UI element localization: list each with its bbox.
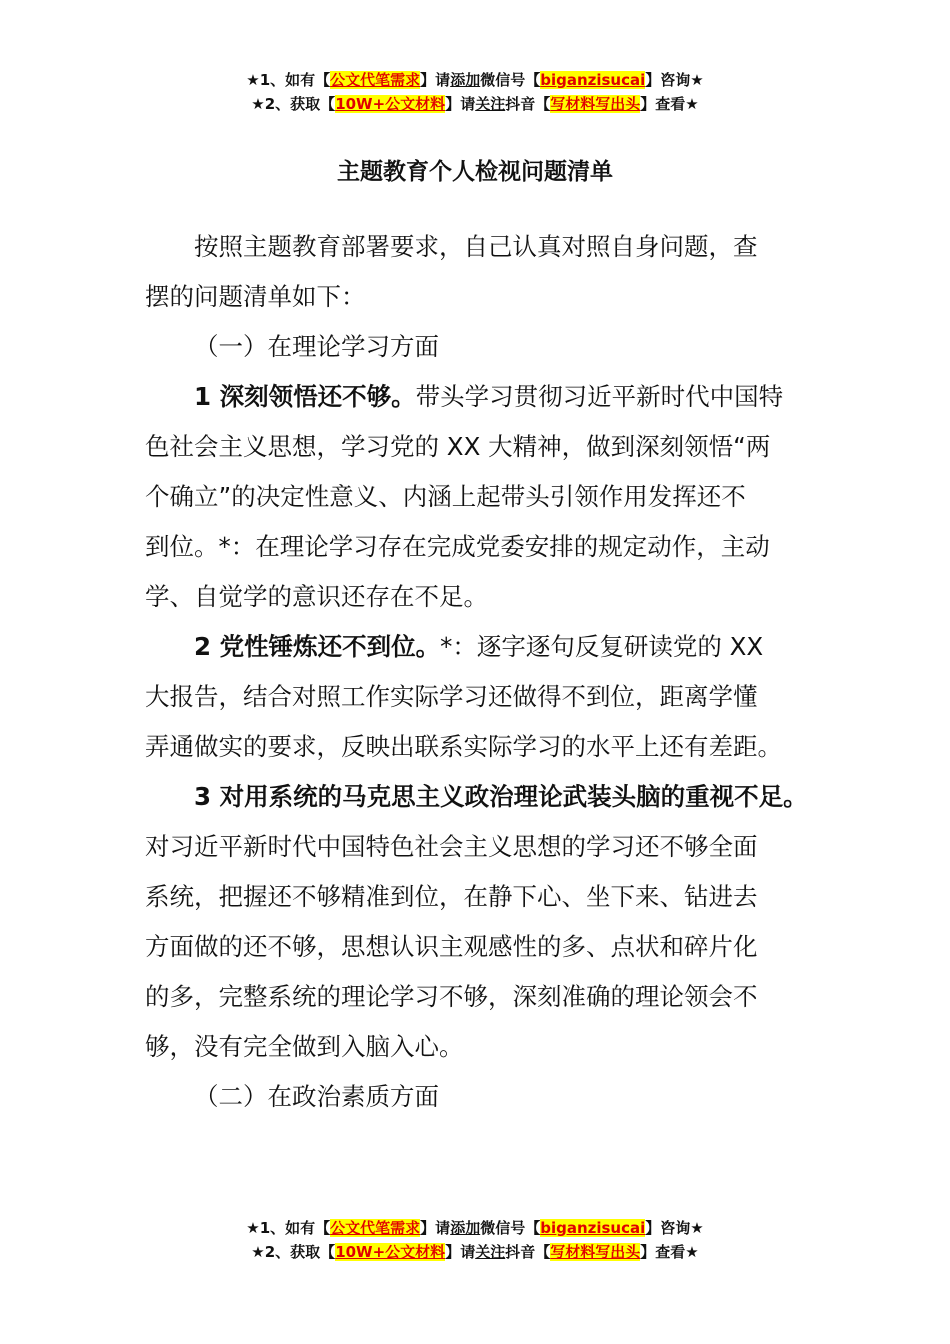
item-3: 3 对用系统的马克思主义政治理论武装头脑的重视不足。 对习近平新时代中国特色社会主义思想的学习还不够全面 系统，把握还不够精准到位，在静下心、坐下来、钻进去 方面做的还不够，思想认识主观感性的多、点状和碎片化 的多，完整系统的理论学习不够，深刻准确的理论领会不 够，没有完全做到入脑入心。 <box>145 772 825 1072</box>
highlight-materials: 10W+公文材料 <box>335 95 446 113</box>
intro-paragraph: 按照主题教育部署要求，自己认真对照自身问题，查 摆的问题清单如下： <box>145 232 758 311</box>
banner-line-1: ★1、如有【公文代笔需求】请添加微信号【biganzisucai】咨询★ <box>246 71 704 89</box>
item-3-lead: 3 对用系统的马克思主义政治理论武装头脑的重视不足。 <box>194 782 808 811</box>
document-body <box>145 222 825 1122</box>
item-1-lead: 1 深刻领悟还不够。 <box>194 382 416 411</box>
highlight-douyin: 写材料写出头 <box>550 95 641 113</box>
banner-line-2: ★2、获取【10W+公文材料】请关注抖音【写材料写出头】查看★ <box>251 95 699 113</box>
highlight-wechat-id: biganzisucai <box>540 71 646 89</box>
footer-line-1: ★1、如有【公文代笔需求】请添加微信号【biganzisucai】咨询★ <box>246 1219 704 1237</box>
footer-banner <box>0 1216 950 1264</box>
item-2: 2 党性锤炼还不到位。*：逐字逐句反复研读党的 XX 大报告，结合对照工作实际学习还做得不到位，距离学懂 弄通做实的要求，反映出联系实际学习的水平上还有差距。 <box>145 632 782 761</box>
document-title: 主题教育个人检视问题清单 <box>337 159 613 185</box>
footer-line-2: ★2、获取【10W+公文材料】请关注抖音【写材料写出头】查看★ <box>251 1243 699 1261</box>
section-heading-2: （二）在政治素质方面 <box>194 1082 439 1111</box>
section-heading-1: （一）在理论学习方面 <box>194 332 439 361</box>
header-banner <box>0 68 950 116</box>
highlight-service: 公文代笔需求 <box>330 71 421 89</box>
item-2-lead: 2 党性锤炼还不到位。 <box>194 632 441 661</box>
item-1: 1 深刻领悟还不够。带头学习贯彻习近平新时代中国特 色社会主义思想，学习党的 XX 大精神，做到深刻领悟“两 个确立”的决定性意义、内涵上起带头引领作用发挥还不 到位。*：在理论学习存在完成党委安排的规定动作，主动 学、自觉学的意识还存在不足。 <box>145 382 784 611</box>
